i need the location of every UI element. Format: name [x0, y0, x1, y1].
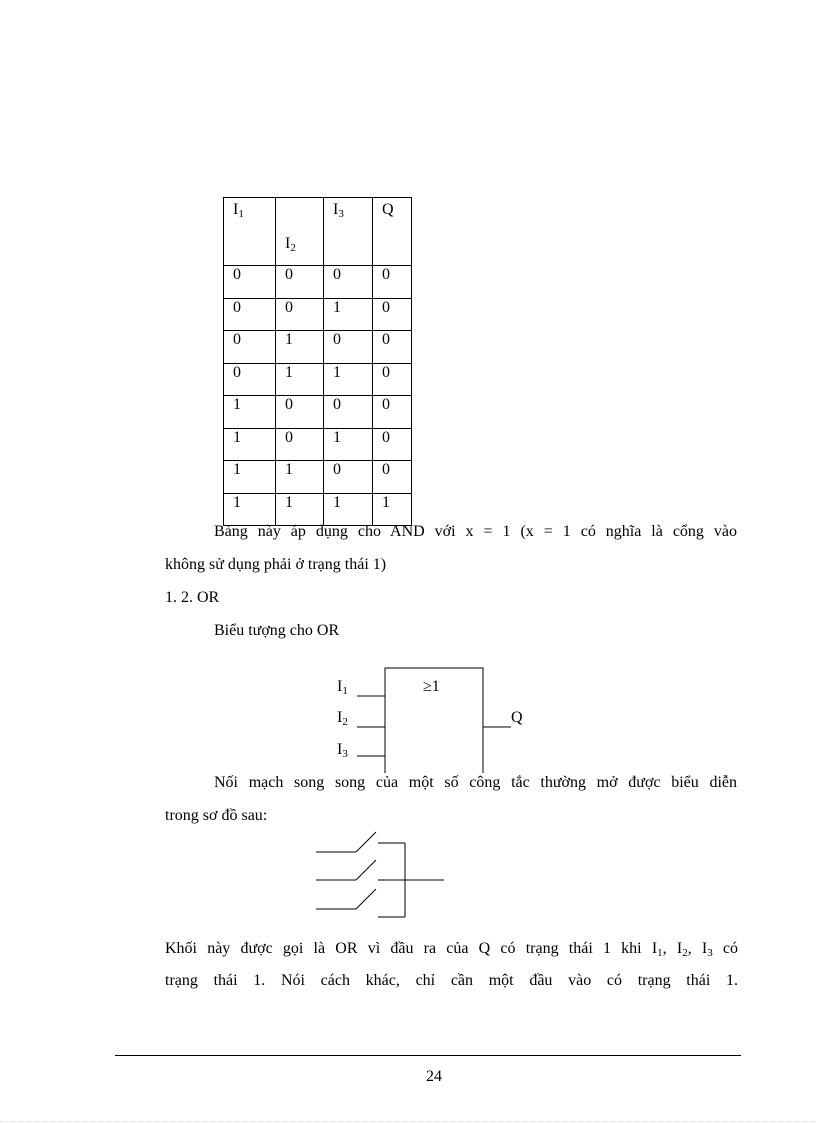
- truth-table-cell: 1: [224, 461, 276, 494]
- truth-table-cell: 0: [324, 396, 373, 429]
- truth-table-cell: 1: [224, 396, 276, 429]
- gate-input-2: $I_2$: [337, 709, 348, 728]
- truth-table-cell: 0: [373, 331, 412, 364]
- header-i2: $I_2$: [276, 198, 324, 266]
- truth-table-cell: 1: [276, 461, 324, 494]
- truth-table-cell: 0: [324, 331, 373, 364]
- para1-line2: không sử dụng phải ở trạng thái 1): [165, 556, 387, 573]
- truth-table-cell: 0: [373, 428, 412, 461]
- symbol-caption: Biểu tượng cho OR: [214, 622, 340, 639]
- truth-table-cell: 1: [373, 493, 412, 526]
- truth-table-cell: 1: [276, 493, 324, 526]
- para2-line2: trong sơ đồ sau:: [165, 807, 268, 824]
- truth-table-cell: 1: [224, 428, 276, 461]
- header-i3: $I_3$: [324, 198, 373, 266]
- truth-table-cell: 0: [324, 266, 373, 299]
- truth-table-cell: 0: [373, 266, 412, 299]
- truth-table-cell: 0: [276, 428, 324, 461]
- para3-line2: trạng thái 1. Nói cách khác, chỉ cần một đầu vào có trạng thái 1.: [165, 972, 738, 989]
- truth-table-cell: 0: [324, 461, 373, 494]
- truth-table-cell: 0: [373, 298, 412, 331]
- truth-table-cell: 1: [324, 298, 373, 331]
- header-q: Q: [373, 198, 412, 266]
- truth-table-cell: 0: [373, 396, 412, 429]
- truth-table-cell: 0: [373, 461, 412, 494]
- truth-table-cell: 0: [224, 266, 276, 299]
- page-number: 24: [426, 1068, 442, 1085]
- gate-output: Q: [511, 709, 523, 726]
- truth-table-cell: 1: [276, 363, 324, 396]
- gate-symbol-label: ≥1: [423, 678, 440, 695]
- footer-rule: [115, 1055, 741, 1056]
- truth-table-cell: 0: [373, 363, 412, 396]
- gate-input-3: $I_3$: [337, 741, 348, 760]
- truth-table-cell: 0: [224, 331, 276, 364]
- page-edge: [0, 1121, 816, 1122]
- truth-table-cell: 1: [324, 493, 373, 526]
- truth-table-cell: 1: [324, 428, 373, 461]
- truth-table-cell: 0: [276, 266, 324, 299]
- truth-table-cell: 0: [276, 396, 324, 429]
- truth-table-cell: 0: [224, 363, 276, 396]
- truth-table-cell: 1: [224, 493, 276, 526]
- truth-table-cell: 1: [276, 331, 324, 364]
- header-i1: $I_1$: [224, 198, 276, 266]
- para1-line1: Bảng này áp dụng cho AND với x = 1 (x = 1 có nghĩa là cổng vào: [214, 523, 737, 540]
- truth-table-cell: 0: [224, 298, 276, 331]
- para2-line1: Nối mạch song song của một số công tắc thường mở được biểu diễn: [214, 774, 737, 791]
- gate-input-1: $I_1$: [337, 678, 348, 697]
- para3-line1: Khối này được gọi là OR vì đầu ra của Q có trạng thái 1 khi $I_1$, $I_2$, $I_3$ có: [165, 940, 739, 959]
- truth-table-cell: 1: [324, 363, 373, 396]
- truth-table-cell: 0: [276, 298, 324, 331]
- section-heading: 1. 2. OR: [165, 589, 220, 606]
